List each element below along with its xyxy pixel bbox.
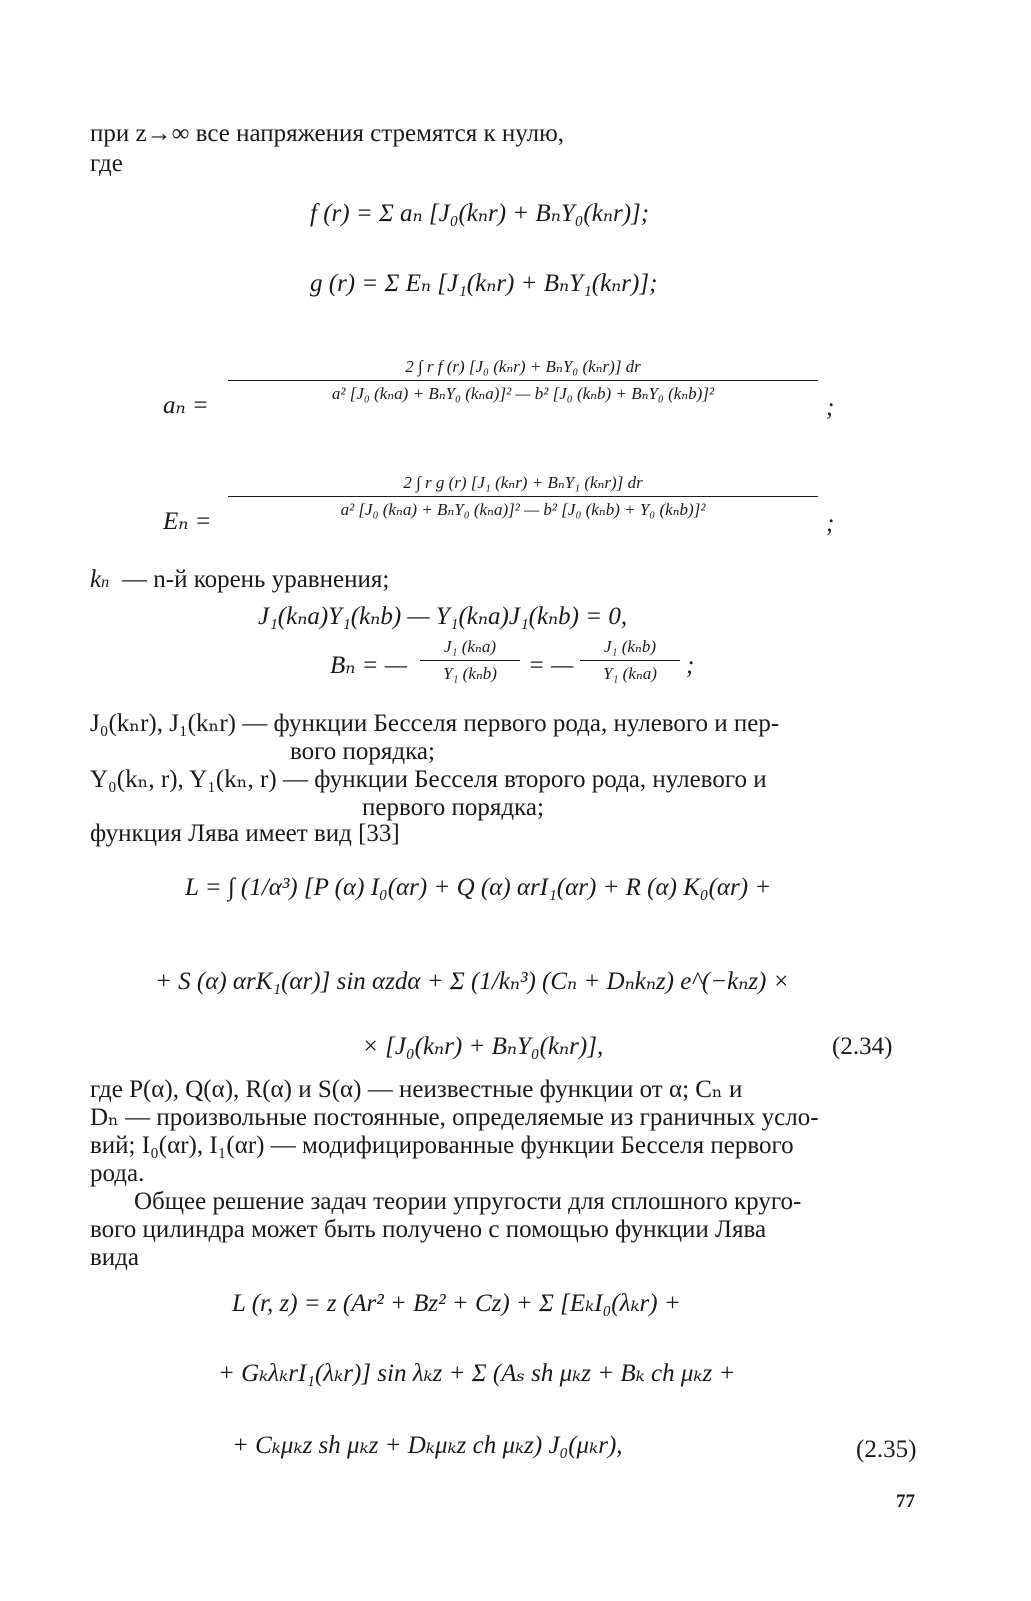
bn-fraction-2 — [580, 636, 680, 685]
kn-description: — n-й корень уравнения; — [122, 566, 390, 593]
where-line-4: рода. — [90, 1160, 145, 1187]
en-fraction — [228, 472, 818, 521]
where-line-2: Dₙ — произвольные постоянные, определяемые из граничных усло- — [90, 1104, 819, 1131]
equation-number-2-34: (2.34) — [832, 1033, 893, 1060]
bessel-j-line-2: вого порядка; — [290, 738, 435, 765]
en-fraction-bar — [228, 496, 818, 497]
an-fraction-bar — [228, 380, 818, 381]
general-solution-line-2: + GₖλₖrI₁(λₖr)] sin λₖz + Σ (Aₛ sh μₖz + Bₖ ch μₖz + — [218, 1360, 736, 1387]
an-lhs: aₙ = — [163, 392, 209, 419]
f-def-expression: f (r) = Σ aₙ [J₀(kₙr) + BₙY₀(kₙr)]; — [310, 200, 650, 227]
bn-fraction-1-denominator: Y₁ (kₙb) — [443, 664, 497, 683]
general-line-2: вого цилиндра может быть получено с помощью функции Лява — [90, 1216, 767, 1243]
love-intro: функция Лява имеет вид [33] — [90, 820, 400, 847]
bessel-y-line-2: первого порядка; — [362, 794, 544, 821]
bessel-j-line-1: J₀(kₙr), J₁(kₙr) — функции Бесселя первого рода, нулевого и пер- — [90, 710, 780, 737]
bn-fraction-2-denominator: Y₁ (kₙa) — [603, 664, 657, 683]
equation-number-2-35: (2.35) — [856, 1436, 917, 1463]
where-line-1: где P(α), Q(α), R(α) и S(α) — неизвестные функции от α; Cₙ и — [90, 1076, 743, 1103]
en-denominator: a² [J₀ (kₙa) + BₙY₀ (kₙa)]² — b² [J₀ (kₙb) + Y₀ (kₙb)]² — [340, 500, 706, 519]
page-number: 77 — [896, 1491, 915, 1512]
en-semicolon: ; — [826, 510, 835, 537]
bessel-y-line-1: Y₀(kₙ, r), Y₁(kₙ, r) — функции Бесселя второго рода, нулевого и — [90, 766, 767, 793]
kn-symbol: kn — [90, 566, 110, 593]
bn-fraction-1-bar — [420, 660, 520, 661]
general-solution-line-3: + Cₖμₖz sh μₖz + Dₖμₖz ch μₖz) J₀(μₖr), — [232, 1432, 623, 1459]
g-def-expression: g (r) = Σ Eₙ [J₁(kₙr) + BₙY₁(kₙr)]; — [310, 270, 658, 297]
intro-line-2: где — [90, 150, 123, 177]
bn-middle: = — — [528, 652, 574, 679]
general-line-3: вида — [90, 1244, 139, 1271]
love-line-2: + S (α) αrK₁(αr)] sin αzdα + Σ (1/kₙ³) (Cₙ + Dₙkₙz) e^(−kₙz) × — [155, 968, 790, 995]
an-semicolon: ; — [826, 394, 835, 421]
root-equation: J₁(kₙa)Y₁(kₙb) — Y₁(kₙa)J₁(kₙb) = 0, — [258, 603, 628, 630]
en-lhs: Eₙ = — [163, 508, 212, 535]
an-fraction — [228, 356, 818, 405]
an-denominator: a² [J₀ (kₙa) + BₙY₀ (kₙa)]² — b² [J₀ (kₙb) + BₙY₀ (kₙb)]² — [331, 384, 715, 403]
love-line-1: L = ∫ (1/α³) [P (α) I₀(αr) + Q (α) αrI₁(αr) + R (α) K₀(αr) + — [185, 874, 772, 901]
general-line-1: Общее решение задач теории упругости для сплошного круго- — [134, 1188, 802, 1215]
en-numerator: 2 ∫ r g (r) [J₁ (kₙr) + BₙY₁ (kₙr)] dr — [403, 473, 643, 492]
intro-line-1: при z→∞ все напряжения стремятся к нулю, — [90, 120, 565, 147]
general-solution-line-1: L (r, z) = z (Ar² + Bz² + Cz) + Σ [EₖI₀(λₖr) + — [232, 1290, 681, 1317]
bn-fraction-1 — [420, 636, 520, 685]
love-line-3: × [J₀(kₙr) + BₙY₀(kₙr)], — [362, 1033, 604, 1060]
bn-fraction-2-numerator: J₁ (kₙb) — [604, 637, 656, 656]
an-numerator: 2 ∫ r f (r) [J₀ (kₙr) + BₙY₀ (kₙr)] dr — [405, 357, 641, 376]
bn-lhs: Bₙ = — — [330, 652, 408, 679]
bn-semicolon: ; — [686, 652, 695, 679]
bn-fraction-1-numerator: J₁ (kₙa) — [444, 637, 496, 656]
bn-fraction-2-bar — [580, 660, 680, 661]
where-line-3: вий; I₀(αr), I₁(αr) — модифицированные функции Бесселя первого — [90, 1132, 794, 1159]
